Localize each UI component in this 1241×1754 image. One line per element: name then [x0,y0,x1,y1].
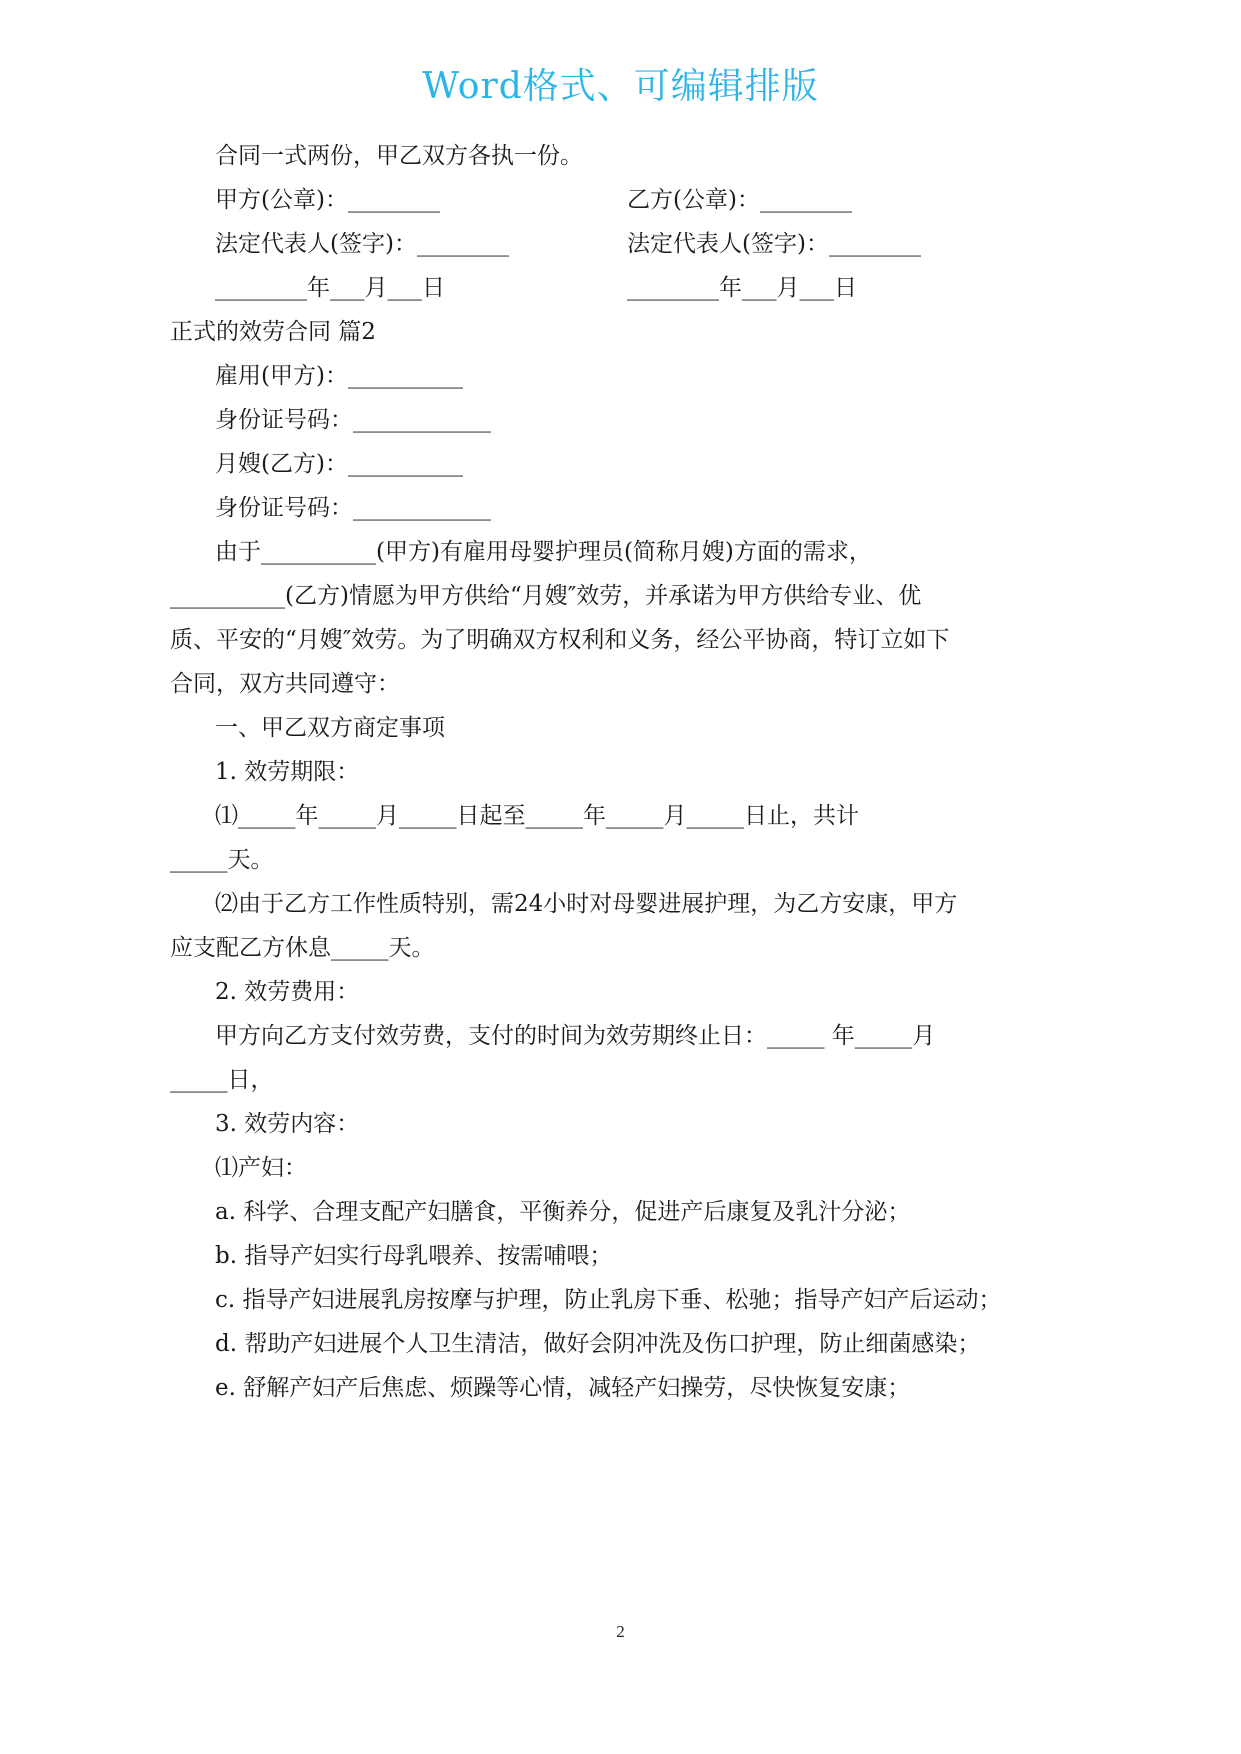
employer-id-field: 身份证号码：____________ [215,407,491,433]
term-line: ⑴_____年_____月_____日起至_____年_____月_____日止，共计 [215,803,859,829]
party-a-representative: 法定代表人(签字)：________ [215,231,509,257]
fee-title: 2. 效劳费用： [215,979,360,1005]
section-title: 正式的效劳合同 篇2 [170,319,376,345]
party-b-representative: 法定代表人(签字)：________ [627,231,921,257]
party-a-date: ________年___月___日 [215,275,445,301]
nanny-field: 月嫂(乙方)：__________ [215,451,463,477]
party-a-seal: 甲方(公章)：________ [215,187,440,213]
intro-line: 质、平安的“月嫂″效劳。为了明确双方权利和义务，经公平协商，特订立如下 [170,627,950,653]
intro-line: 由于__________(甲方)有雇用母婴护理员(简称月嫂)方面的需求， [215,539,872,565]
party-b-date: ________年___月___日 [627,275,857,301]
term-line: _____天。 [170,847,274,873]
fee-line: 甲方向乙方支付效劳费，支付的时间为效劳期终止日：_____ 年_____月 [215,1023,936,1049]
term-line: 应支配乙方休息_____天。 [170,935,435,961]
list-item: c. 指导产妇进展乳房按摩与护理，防止乳房下垂、松驰；指导产妇产后运动； [215,1287,1002,1313]
employer-field: 雇用(甲方)：__________ [215,363,463,389]
list-item: a. 科学、合理支配产妇膳食，平衡养分，促进产后康复及乳汁分泌； [215,1199,911,1225]
intro-line: __________(乙方)情愿为甲方供给“月嫂″效劳，并承诺为甲方供给专业、优 [170,583,922,609]
nanny-id-field: 身份证号码：____________ [215,495,491,521]
term-title: 1. 效劳期限： [215,759,360,785]
intro-line: 合同，双方共同遵守： [170,671,400,697]
copies-clause: 合同一式两份，甲乙双方各执一份。 [215,143,583,169]
page-number: 2 [616,1622,625,1641]
party-b-seal: 乙方(公章)：________ [627,187,852,213]
list-item: b. 指导产妇实行母乳喂养、按需哺喂； [215,1243,613,1269]
term-line: ⑵由于乙方工作性质特别，需24小时对母婴进展护理，为乙方安康，甲方 [215,891,958,917]
fee-line: _____日， [170,1067,274,1093]
header-title: Word格式、可编辑排版 [422,66,819,107]
list-item: e. 舒解产妇产后焦虑、烦躁等心情，减轻产妇操劳，尽快恢复安康； [215,1375,911,1401]
list-item: d. 帮助产妇进展个人卫生清洁，做好会阴冲洗及伤口护理，防止细菌感染； [215,1331,981,1357]
mother-title: ⑴产妇： [215,1155,307,1181]
content-title: 3. 效劳内容： [215,1111,360,1137]
heading-agreed-items: 一、甲乙双方商定事项 [215,715,445,741]
